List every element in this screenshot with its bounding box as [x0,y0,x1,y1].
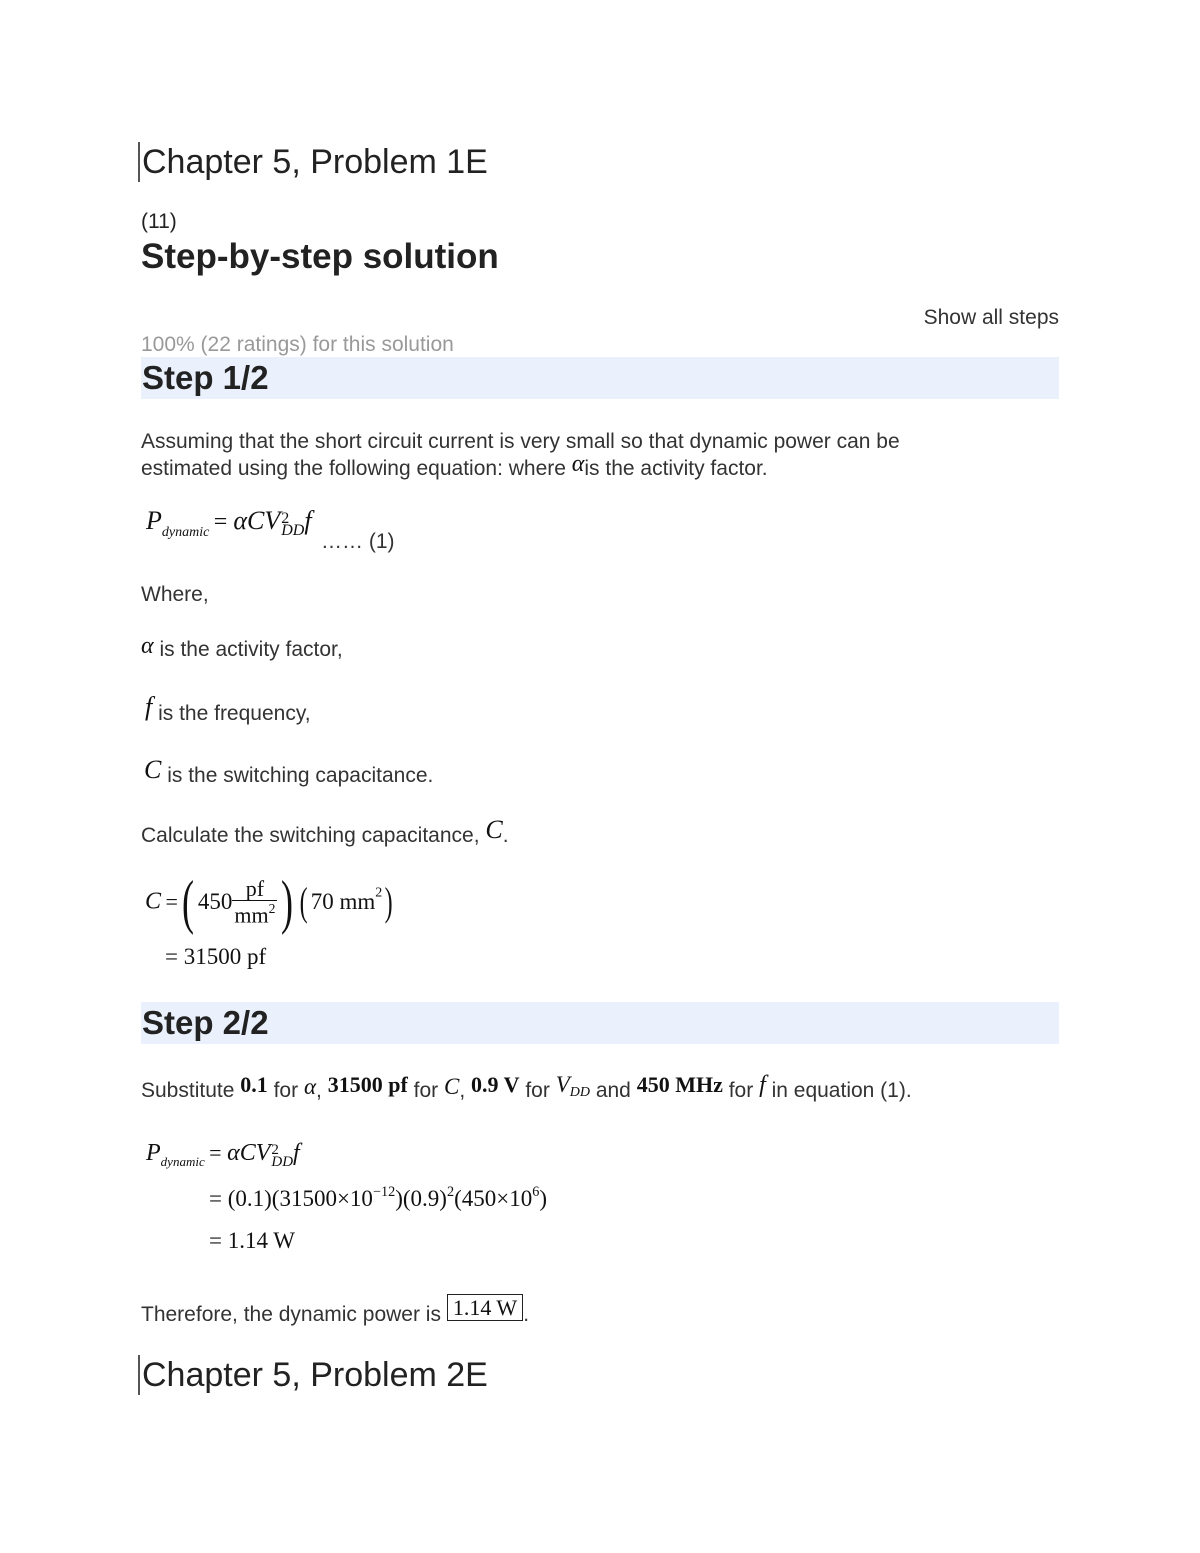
definition-alpha: α is the activity factor, [141,633,343,661]
step-1-header[interactable] [141,357,1059,399]
power-result: = 1.14 W [209,1228,296,1253]
conclusion-line: Therefore, the dynamic power is 1.14 W . [141,1295,530,1326]
problem-title: Chapter 5, Problem 1E [138,142,488,182]
f-symbol: f [145,692,153,721]
final-answer: 1.14 W [447,1294,523,1321]
step-1-title: Step 1/2 [142,359,269,396]
solution-rating: 100% (22 ratings) for this solution [141,333,454,356]
step-1-intro-line2: estimated using the following equation: where αis the activity factor. [141,451,768,480]
capacitance-equation: C =( 450 $\frac{pf}{mm^2}$ ) ( 70 mm2) [145,869,393,935]
next-problem-title[interactable]: Chapter 5, Problem 2E [138,1355,488,1395]
step-1-intro-line1: Assuming that the short circuit current is very small so that dynamic power can be [141,430,900,453]
definition-c: C is the switching capacitance. [144,755,434,787]
alpha-symbol: α [141,633,154,659]
capacitance-result: = 31500 pf [165,944,267,969]
dynamic-power-equation: Pdynamic = αCV 2 DD f [146,506,312,540]
alpha-symbol: α [571,451,585,477]
calculate-capacitance-text: Calculate the switching capacitance, C. [141,815,509,847]
step-2-header[interactable] [141,1002,1059,1044]
definition-f: f is the frequency, [145,692,311,725]
substitution-line: Substitute 0.1 for α, 31500 pf for C, 0.9 V for VDD and 450 MHz for f in equation (1). [141,1072,912,1102]
power-equation-line2: = $(0.1)(31500\times 10^{-12})(0.9)^2(450\times 10^6)$ [209,1184,548,1211]
c-symbol: C [144,755,162,784]
equation-1-reference: …… (1) [321,530,395,553]
step-2-title: Step 2/2 [142,1004,269,1041]
view-count: (11) [141,210,177,233]
c-symbol: C [485,815,503,844]
show-all-steps-link[interactable]: Show all steps [923,306,1059,329]
power-equation-line1: $P_{dynamic} = \alpha CV$ 2 DD f [146,1140,300,1170]
where-label: Where, [141,583,209,606]
solution-heading: Step-by-step solution [141,237,499,276]
